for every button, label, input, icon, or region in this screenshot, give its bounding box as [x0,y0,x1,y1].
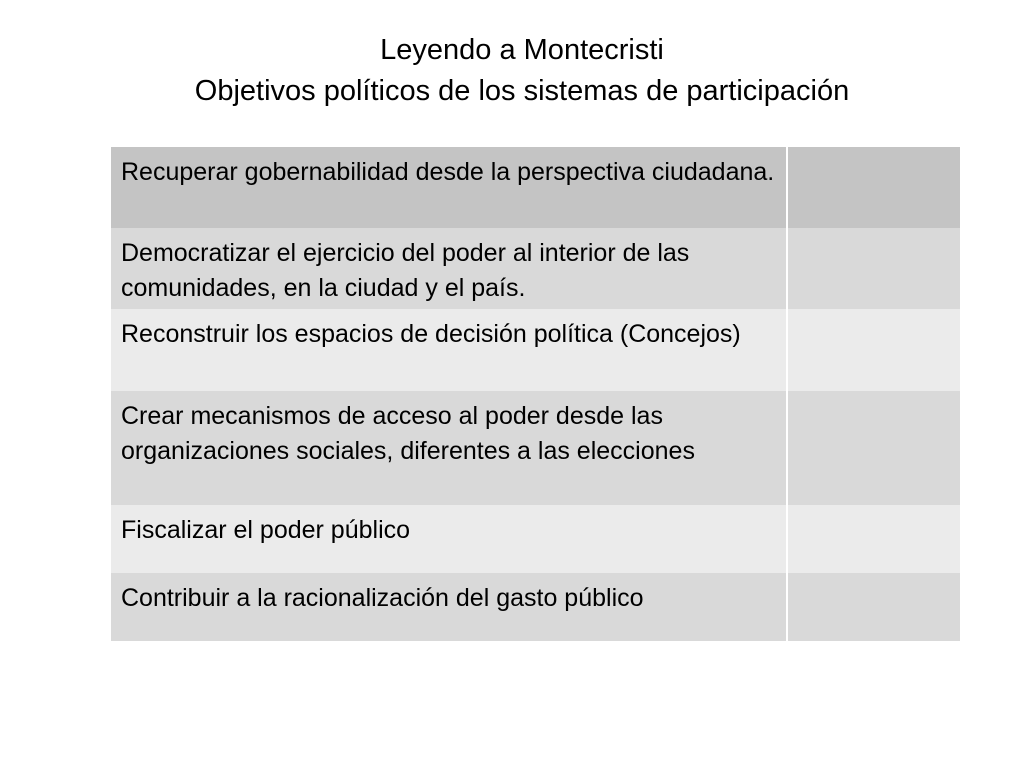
objective-cell: Democratizar el ejercicio del poder al interior de las comunidades, en la ciudad y el país. [111,228,787,309]
objective-cell: Crear mecanismos de acceso al poder desde las organizaciones sociales, diferentes a las elecciones [111,391,787,505]
objective-cell: Recuperar gobernabilidad desde la perspectiva ciudadana. [111,147,787,228]
empty-cell [787,505,960,573]
empty-cell [787,391,960,505]
objective-cell: Reconstruir los espacios de decisión política (Concejos) [111,309,787,391]
slide-subtitle: Objetivos políticos de los sistemas de participación [194,75,850,107]
objective-cell: Contribuir a la racionalización del gasto público [111,573,787,641]
table-row [111,309,960,391]
empty-cell [787,309,960,391]
table-row [111,505,960,573]
table-row [111,147,960,228]
empty-cell [787,147,960,228]
objectives-table [111,147,960,641]
objective-cell: Fiscalizar el poder público [111,505,787,573]
table-row [111,228,960,309]
table-row [111,573,960,641]
empty-cell [787,573,960,641]
slide-title-block [0,30,1024,112]
table-row [111,391,960,505]
empty-cell [787,228,960,309]
slide-title: Leyendo a Montecristi [380,34,664,66]
